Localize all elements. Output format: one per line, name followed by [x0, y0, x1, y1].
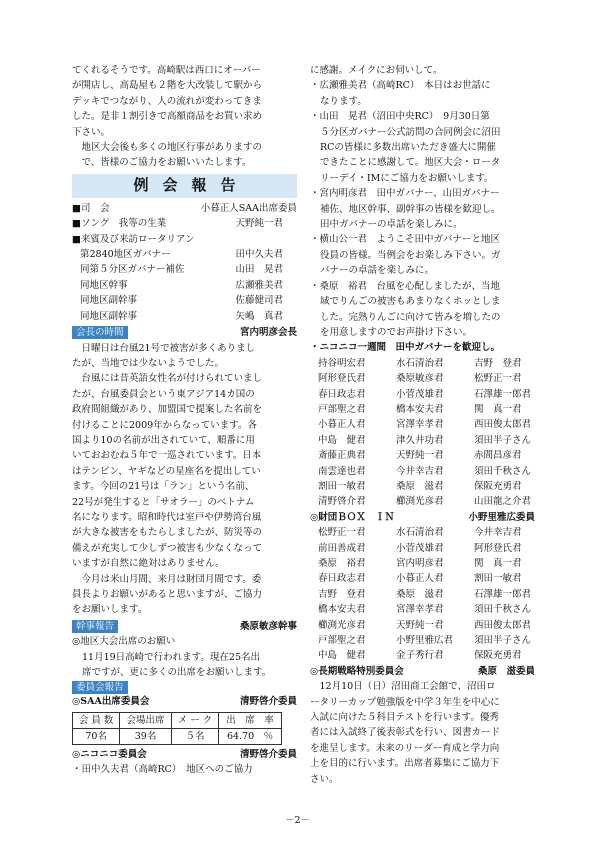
- intro-text: [72, 63, 297, 140]
- member-name: 吉野 登君: [474, 357, 522, 369]
- page-number: －2－: [284, 815, 311, 826]
- member-name: 小野里雅広君: [396, 635, 454, 647]
- member-name: 小暮正人君: [318, 419, 366, 431]
- member-name: 櫛渕光彦君: [396, 496, 444, 508]
- member-name: 阿形登氏君: [318, 373, 366, 385]
- member-name: 桑原 滋君: [396, 588, 444, 600]
- member-name: 小菅茂雄君: [396, 388, 444, 400]
- president-tag: 会長の時間: [72, 326, 128, 339]
- guest-row: 第2840地区ガバナー 田中久夫君: [80, 249, 283, 261]
- attendance-table: [72, 712, 282, 745]
- attendance-header-row: 会 員 数 会場出席 メ ー ク 出 席 率: [73, 712, 282, 728]
- guest-row: 同地区副幹事 佐藤健司君: [80, 295, 283, 307]
- niko-first-message: ・田中久夫君（高崎RC） 地区へのご協力: [72, 764, 253, 776]
- member-name: 天野純一君: [396, 619, 444, 631]
- member-name: 須田千秋さん: [474, 604, 532, 616]
- strategy-header: ◎長期戦略特別委員会 桑原 滋委員: [310, 665, 535, 677]
- niko-committee-header: ◎ニコニコ委員会 清野啓介委員: [72, 748, 297, 760]
- president-paragraph: 日曜日は台風21号で被害が多くありまし たが、当地では少ないようでした。: [72, 342, 256, 369]
- member-name: 松野正一君: [318, 527, 366, 539]
- member-name: 西田俊太郎君: [474, 619, 532, 631]
- member-name: 割田一敏君: [474, 573, 522, 585]
- closing-text: [72, 140, 297, 171]
- member-name: 石澤雄一郎君: [474, 388, 532, 400]
- role-row: ■来賓及び来訪ロータリアン: [72, 233, 195, 245]
- member-name: 戸部聖之君: [318, 403, 366, 415]
- niko-message: ・広瀬雅美君（高崎RC） 本日はお世話に なります。: [310, 80, 491, 107]
- member-name: 宮澤幸孝君: [396, 419, 444, 431]
- intro-line: デッキでつながり、人の流れが変わってきま: [72, 95, 262, 107]
- member-name: 春日政志君: [318, 388, 366, 400]
- member-name: 戸部聖之君: [318, 635, 366, 647]
- member-name: 宮内明彦君: [396, 558, 444, 569]
- niko-messages: [310, 63, 535, 340]
- guest-row: 同地区副幹事 矢嶋 真君: [80, 310, 283, 322]
- member-name: 桑原 裕君: [318, 558, 366, 569]
- member-name: 阿形登氏君: [474, 542, 522, 554]
- president-section-header: [72, 325, 297, 340]
- guest-row: 同第５分区ガバナー補佐 山田 晃君: [80, 264, 283, 276]
- member-name: 今井幸吉君: [474, 527, 522, 539]
- secretary-speaker: 桑原敏彦幹事: [239, 620, 297, 632]
- president-speaker: 宮内明彦会長: [239, 327, 297, 339]
- member-name: 金子秀行君: [396, 650, 444, 662]
- niko-message: ・山田 晃君（沼田中央RC） 9月30日第 ５分区ガバナー公式訪問の合同例会に沼田 RCの皆様に多数出席いただき盛大に開催 できたことに感謝して。地区大会・ロータ リーデイ・IMにご協力をお願いします。: [310, 111, 501, 184]
- member-name: 中島 健君: [318, 434, 366, 446]
- strategy-text: 12月10日（日）沼田商工会館で、沼田ロ ータリーカップ勉強版を中学３年生を中心に 入試に向けた５科目テストを行います。優秀 者には入試終了後表彰式を行い、図書カード を進呈します。未来のリーダー育成と学力向 上を目的に行います。出席者募集にご協力下 さい。: [310, 681, 501, 785]
- member-name: 松野正一君: [474, 373, 522, 385]
- member-name: 橋本安夫君: [318, 604, 366, 616]
- member-name: 天野純一君: [396, 450, 444, 462]
- intro-line: が開店し、高島屋も２階を大改装して駅から: [72, 80, 263, 92]
- right-column: [310, 63, 535, 787]
- member-name: 櫛渕光彦君: [318, 619, 366, 631]
- member-name: 山田龍之介君: [474, 496, 532, 508]
- member-name: 小菅茂雄君: [396, 542, 444, 554]
- niko-message: ・横山公一君 ようこそ田中ガバナーと地区 役員の皆様。当例会をお楽しみ下さい。ガ バナーの卓話を楽しみに。: [310, 234, 501, 277]
- member-name: 春日政志君: [318, 573, 366, 585]
- member-name: 吉野 登君: [318, 588, 366, 600]
- foundation-header: ◎財団ＢＯＸ ＩＮ 小野里雅広委員: [310, 511, 535, 523]
- member-name: 南雲達也君: [318, 465, 366, 477]
- niko-message: に感謝。メイクにお伺いして。: [310, 65, 443, 76]
- guest-list: [72, 247, 297, 324]
- president-paragraph: 台風には昔英語女性名が付けられていまし たが、台風委員会という東アジア14カ国の 政府間組織があり、加盟国で提案した名前を 付けることに2009年からなっています。各 国より10の名前が出されていて、順番に用 いておおむね５年で一巡されています。日本 はテンビン、ヤギなどの星座名を提出してい ます。今回の21号は「ラン」という名前、 22号が発生すると「サオラー」のベトナム 名になります。昭和時代は室戸や伊勢湾台風 が大きな被害をもたらしましたが、防災等の 備えが充実して少しずつ被害も少なくなって いますが自然に絶対はありません。: [72, 373, 263, 570]
- niko-message: ・桑原 裕君 台風を心配しましたが、当地 域でりんごの被害もあまりなくホッとしま した。完熟りんごに向けて皆みを増したの を用意しますのでお声掛け下さい。: [310, 280, 501, 338]
- secretary-tag: 幹事報告: [72, 620, 118, 633]
- closing-line: で、皆様のご協力をお願いいたします。: [81, 157, 252, 169]
- member-name: 赤間昌彦君: [474, 450, 522, 462]
- niko-message: ・宮内明彦君 田中ガバナー、山田ガバナー 補佐、地区幹事、副幹事の皆様を歓迎し。 田中ガバナーの卓話を楽しみに。: [310, 188, 501, 231]
- member-name: 橋本安夫君: [396, 403, 444, 415]
- meeting-report-banner: 例会報告: [72, 174, 297, 198]
- secretary-item-text: 11月19日高崎で行われます。現在25名出 席ですが、更に多くの出席をお願いします。: [82, 651, 272, 679]
- foundation-names: [310, 525, 535, 664]
- member-name: 保阪充勇君: [474, 480, 522, 492]
- intro-line: した。是非１割引きで高額商品をお買い求め: [72, 111, 263, 123]
- intro-line: 下さい。: [72, 126, 111, 138]
- member-name: 須田千秋さん: [474, 465, 532, 477]
- committee-tag: 委員会報告: [72, 681, 128, 694]
- left-column: [72, 63, 297, 778]
- role-row: ■司 会 小暮正人SAA出席委員: [72, 202, 297, 214]
- member-name: 関 真一君: [474, 558, 522, 569]
- member-name: 水石清治君: [396, 357, 444, 369]
- member-name: 津久井功君: [396, 434, 444, 446]
- guest-row: 同地区幹事 広瀬雅美君: [80, 279, 283, 291]
- member-name: 割田一敏君: [318, 480, 366, 492]
- member-name: 今井幸吉君: [396, 465, 444, 477]
- president-paragraph: 今月は米山月間、来月は財団月間です。委 員長よりお願いがあると思いますが、ご協力 をお願いします。: [72, 573, 263, 616]
- secretary-section-header: [72, 619, 297, 634]
- member-name: 須田半子さん: [474, 434, 532, 446]
- saa-committee-header: ◎SAA出席委員会 清野啓介委員: [72, 696, 297, 708]
- niko-week-names: [310, 356, 535, 510]
- member-name: 前田善成君: [318, 542, 366, 554]
- member-name: 小暮正人君: [396, 573, 444, 585]
- role-row: ■ソング 我等の生業 天野純一君: [72, 218, 283, 230]
- member-name: 石澤雄一郎君: [474, 588, 532, 600]
- president-text: [72, 341, 297, 618]
- member-name: 桑原敏彦君: [396, 373, 444, 385]
- attendance-value-row: 70名 39名 ５名 64.70 ％: [73, 728, 282, 744]
- member-name: 桑原 滋君: [396, 480, 444, 492]
- secretary-item-title: ◎地区大会出席のお願い: [72, 636, 176, 648]
- member-name: 清野啓介君: [318, 496, 366, 508]
- closing-line: 地区大会後も多くの地区行事がありますの: [81, 142, 263, 154]
- roles-list: [72, 201, 297, 247]
- member-name: 関 真一君: [474, 403, 522, 415]
- niko-week-header: ・ニコニコ一週間 田中ガバナーを歓迎し。: [310, 342, 501, 354]
- member-name: 西田俊太郎君: [474, 419, 532, 431]
- member-name: 持谷明宏君: [318, 357, 366, 369]
- member-name: 中島 健君: [318, 650, 366, 662]
- member-name: 斎藤正典君: [318, 450, 366, 462]
- member-name: 水石清治君: [396, 527, 444, 539]
- intro-line: てくれるそうです。高崎駅は西口にオーパー: [72, 65, 261, 76]
- member-name: 保阪充勇君: [474, 650, 522, 662]
- member-name: 須田半子さん: [474, 635, 532, 647]
- committee-section-header: [72, 681, 297, 694]
- member-name: 宮澤幸孝君: [396, 604, 444, 616]
